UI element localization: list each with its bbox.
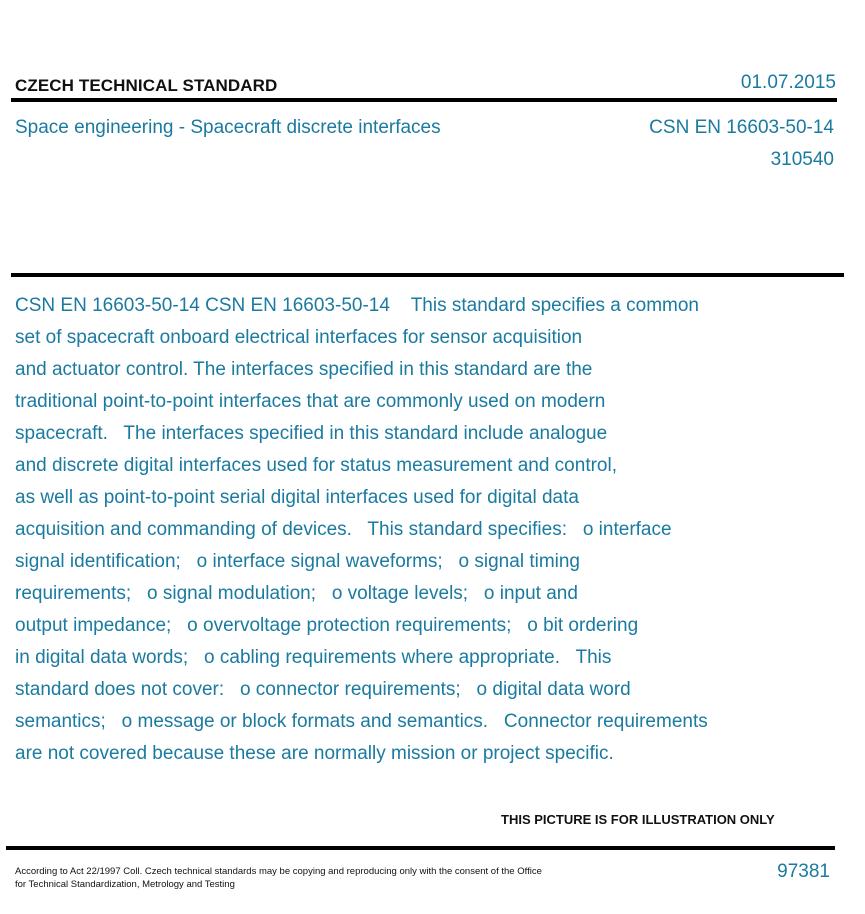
legal-notice bbox=[15, 865, 595, 891]
standard-code: CSN EN 16603-50-14 bbox=[649, 117, 834, 138]
legal-notice-line-2: for Technical Standardization, Metrology and Testing bbox=[15, 879, 235, 890]
document-type-heading: CZECH TECHNICAL STANDARD bbox=[15, 76, 278, 95]
classification-number: 310540 bbox=[770, 149, 834, 170]
legal-notice-line-1: According to Act 22/1997 Coll. Czech technical standards may be copying and reproducing only with the consent of the Office bbox=[15, 866, 542, 877]
standard-title: Space engineering - Spacecraft discrete interfaces bbox=[15, 117, 441, 138]
issue-date: 01.07.2015 bbox=[740, 72, 836, 93]
illustration-notice: THIS PICTURE IS FOR ILLUSTRATION ONLY bbox=[501, 812, 775, 827]
body-divider bbox=[11, 273, 844, 277]
document-number: 97381 bbox=[777, 861, 830, 882]
header-divider bbox=[11, 98, 837, 102]
abstract-text: CSN EN 16603-50-14 CSN EN 16603-50-14 This standard specifies a common set of spacecraft onboard electrical interfaces for sensor acquisition and actuator control. The interfaces specified in this standard are the traditional point-to-point interfaces that are commonly used on modern spacecraft. The interfaces specified in this standard include analogue and discrete digital interfaces used for status measurement and control, as well as point-to-point serial digital interfaces used for digital data acquisition and commanding of devices. This standard specifies: o interface signal identification; o interface signal waveforms; o signal timing requirements; o signal modulation; o voltage levels; o input and output impedance; o overvoltage protection requirements; o bit ordering in digital data words; o cabling requirements where appropriate. This standard does not cover: o connector requirements; o digital data word semantics; o message or block formats and semantics. Connector requirements are not covered because these are normally mission or project specific. bbox=[15, 295, 708, 764]
footer-divider bbox=[6, 846, 835, 850]
